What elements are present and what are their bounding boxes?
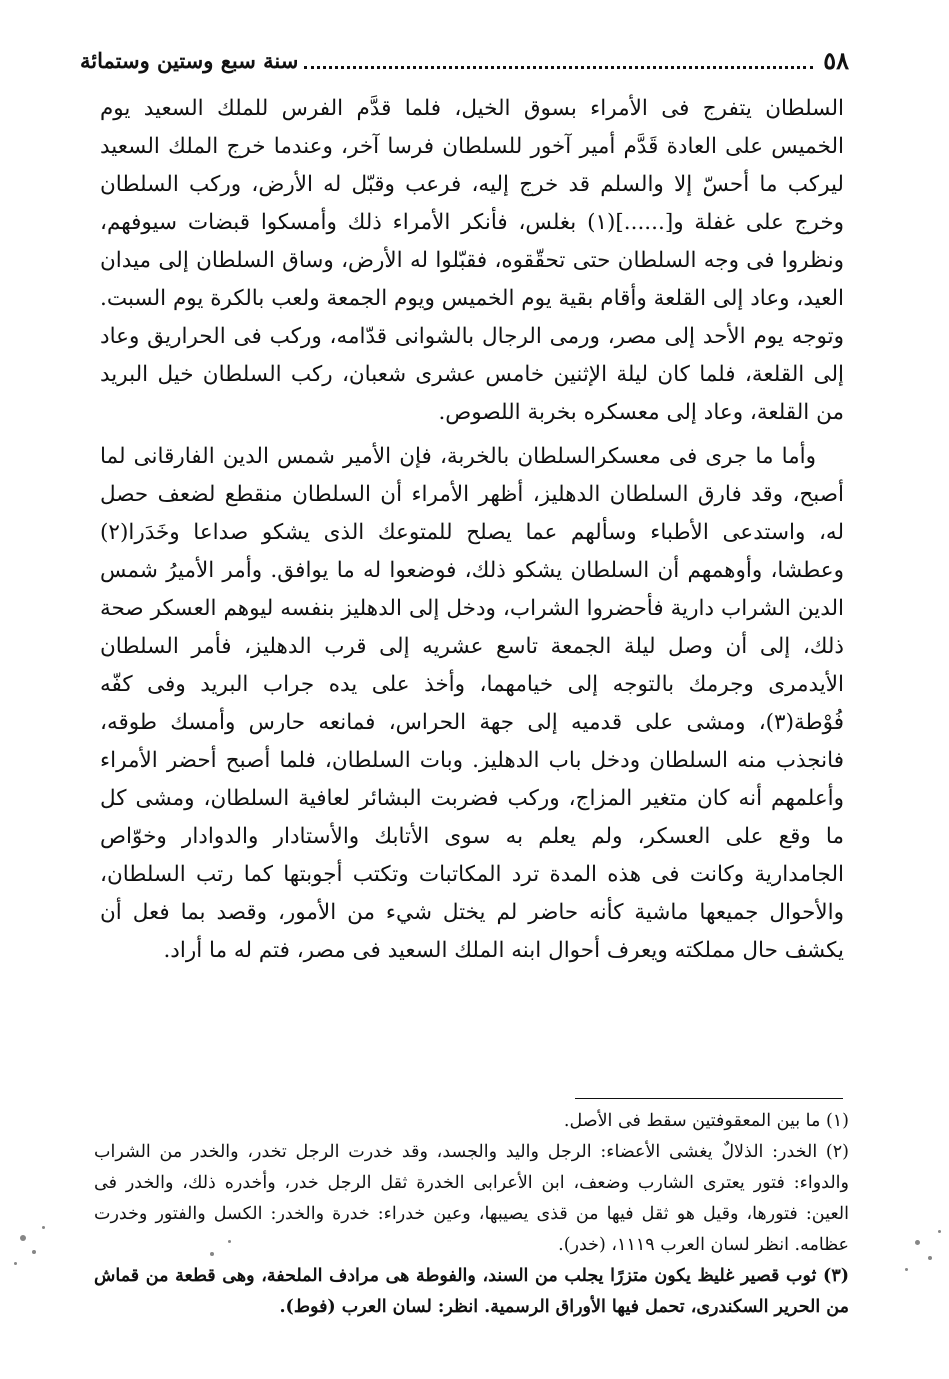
header-leader-dots — [304, 52, 813, 69]
scan-noise — [14, 1262, 17, 1265]
scan-noise — [228, 1240, 231, 1243]
footnote-separator — [575, 1098, 843, 1099]
main-text — [100, 90, 844, 976]
page-number: ٥٨ — [823, 45, 849, 75]
scan-noise — [210, 1252, 214, 1256]
scan-noise — [938, 1230, 941, 1233]
running-header — [80, 40, 849, 80]
scan-noise — [905, 1268, 908, 1271]
footnotes — [94, 1106, 857, 1323]
footnote-3: (٣) ثوب قصير غليظ يكون متزرًا يجلب من السند، والفوطة هى مرادف الملحفة، وهى قطعة من قماش من الحرير السكندرى، تحمل فيها الأوراق الرسمية. انظر: لسان العرب (فوط). — [94, 1266, 849, 1317]
footnote-2: (٢) الخدر: الذلالٌ يغشى الأعضاء: الرجل واليد والجسد، وقد خدرت الرجل تخدر، والخدر من الشراب والدواء: فتور يعترى الشارب وضعف، ابن الأعرابى الخدرة ثقل الرجل خدر، وأخدره ذلك، والخدر فى العين: فتورها، وقيل هو ثقل فيها من قذى يصيبها، وعين خدراء: خدرة والخدر: الكسل والفتور وخدرت عظامه. انظر لسان العرب ١١١٩، (خدر). — [94, 1142, 849, 1255]
footnote-1: (١) ما بين المعقوفتين سقط فى الأصل. — [563, 1111, 849, 1131]
scan-noise — [20, 1235, 26, 1241]
paragraph-1: السلطان يتفرج فى الأمراء بسوق الخيل، فلما قدَّم الفرس للملك السعيد يوم الخميس على العادة قَدَّم أمير آخور للسلطان فرسا آخر، وعندما خرج الملك السعيد ليركب ما أحسّ إلا والسلم قد خرج إليه، فرعب وقبّل له الأرض، وركب السلطان وخرج على غفلة و[......](١) بغلس، فأنكر الأمراء ذلك وأمسكوا قبضات سيوفهم، ونظروا فى وجه السلطان حتى تحقّقوه، فقبّلوا له الأرض، وساق السلطان إلى ميدان العيد، وعاد إلى القلعة وأقام بقية يوم الخميس ويوم الجمعة ولعب بالكرة يوم السبت. وتوجه يوم الأحد إلى مصر، ورمى الرجال بالشوانى قدّامه، وركب فى الحراريق وعاد إلى القلعة، فلما كان ليلة الإثنين خامس عشرى شعبان، ركب السلطان خيل البريد من القلعة، وعاد إلى معسكره بخربة اللصوص. — [100, 96, 844, 425]
scan-noise — [928, 1256, 932, 1260]
scan-noise — [32, 1250, 36, 1254]
paragraph-2: وأما ما جرى فى معسكرالسلطان بالخربة، فإن الأمير شمس الدين الفارقانى لما أصبح، وقد فارق السلطان الدهليز، أظهر الأمراء أن السلطان منقطع لضعف حصل له، واستدعى الأطباء وسألهم عما يصلح للمتوعك الذى يشكو صداعا وخَدَرا(٢) وعطشا، وأوهمهم أن السلطان يشكو ذلك، فوضعوا له ما يوافق. وأمر الأميرُ شمس الدين الشراب دارية فأحضروا الشراب، ودخل إلى الدهليز بنفسه ليوهم العسكر صحة ذلك، إلى أن وصل ليلة الجمعة تاسع عشريه إلى قرب الدهليز، فأمر السلطان الأيدمرى وجرمك بالتوجه إلى خيامهما، وأخذ على يده جراب البريد وفى كفّه فُوْطة(٣)، ومشى على قدميه إلى جهة الحراس، فمانعه حارس وأمسك طوقه، فانجذب منه السلطان ودخل باب الدهليز. وبات السلطان، فلما أصبح أحضر الأمراء وأعلمهم أنه كان متغير المزاج، وركب فضربت البشائر لعافية السلطان، ومشى كل ما وقع على العسكر، ولم يعلم به سوى الأتابك والأستادار والدوادار وخوّاص الجامدارية وكانت فى هذه المدة ترد المكاتبات وتكتب أجوبتها كما رتب السلطان، والأحوال جميعها ماشية كأنه حاضر لم يختل شيء من الأمور، وقصد بما فعل أن يكشف حال مملكته ويعرف أحوال ابنه الملك السعيد فى مصر، فتم له ما أراد. — [100, 444, 844, 963]
scan-noise — [915, 1240, 920, 1245]
chapter-title: سنة سبع وستين وستمائة — [80, 47, 299, 73]
scan-noise — [42, 1226, 45, 1229]
